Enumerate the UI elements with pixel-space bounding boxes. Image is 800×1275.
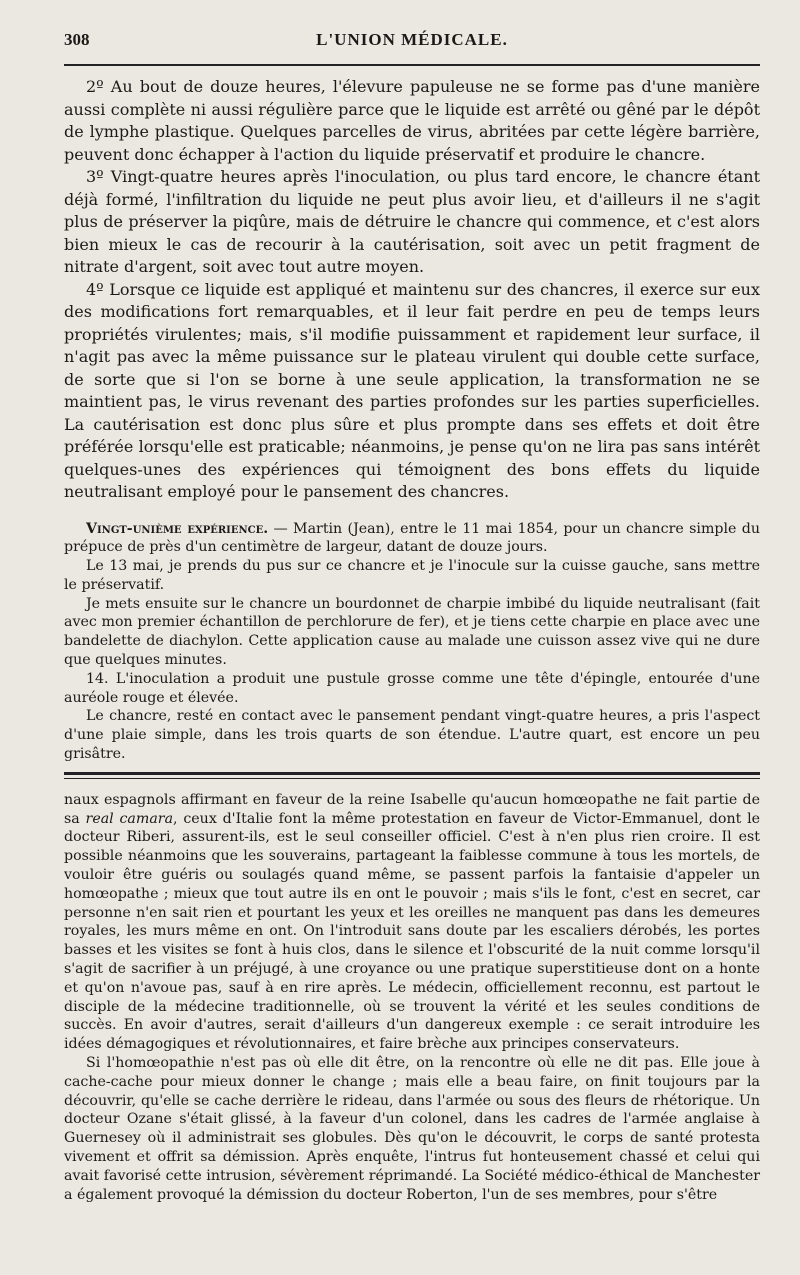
paragraph (64, 791, 760, 1054)
header-rule (64, 64, 760, 66)
paragraph: Le chancre, resté en contact avec le pansement pendant vingt-quatre heures, a pris l'aspect d'une plaie simple, dans les trois quarts de son étendue. L'autre quart, est encore un peu grisâtre. (64, 708, 760, 763)
paragraph: Je mets ensuite sur le chancre un bourdonnet de charpie imbibé du liquide neutralisant (fait avec mon premier échantillon de perchlorure de fer), et je tiens cette charpie en place avec une bandelette de diachylon. Cette application cause au malade une cuisson assez vive qui ne dure que quelques minutes. (64, 595, 760, 669)
paragraph: 3º Vingt-quatre heures après l'inoculation, ou plus tard encore, le chancre étant déjà formé, l'infiltration du liquide ne peut plus avoir lieu, et d'ailleurs il ne s'agit plus de préserver la piqûre, mais de détruire le chancre qui commence, et c'est alors bien mieux le cas de recourir à la cautérisation, soit avec un petit fragment de nitrate d'argent, soit avec tout autre moyen. (64, 167, 760, 276)
main-text (64, 76, 760, 504)
experience-intro-text: — Martin (Jean), entre le 11 mai 1854, pour un chancre simple du prépuce de près d'un centimètre de largeur, datant de douze jours. (64, 520, 760, 556)
page-header (64, 30, 760, 56)
experience-intro (64, 520, 760, 558)
running-title: L'UNION MÉDICALE. (316, 30, 508, 49)
paragraph: 4º Lorsque ce liquide est appliqué et maintenu sur des chancres, il exerce sur eux des modifications fort remarquables, et il leur fait perdre en peu de temps leurs propriétés virulentes; mais, s'il modifie puissamment et rapidement leur surface, il n'agit pas avec la même puissance sur le plateau virulent qui double cette surface, de sorte que si l'on se borne à une seule application, la transformation ne se maintient pas, le virus revenant des parties profondes sur les parties superficielles. La cautérisation est donc plus sûre et plus prompte dans ses effets et doit être préférée lorsqu'elle est praticable; néanmoins, je pense qu'on ne lira pas sans intérêt quelques-unes des expériences qui témoignent des bons effets du liquide neutralisant employé pour le pansement des chancres. (64, 279, 760, 501)
feuilleton-divider (64, 772, 760, 779)
feuilleton (64, 791, 760, 1205)
experience-section (64, 520, 760, 764)
text-run: naux espagnols affirmant en faveur de la reine Isabelle qu'aucun homœopathe ne fait partie de sa (64, 791, 760, 827)
page-number: 308 (64, 30, 90, 49)
paragraph: Le 13 mai, je prends du pus sur ce chancre et je l'inocule sur la cuisse gauche, sans mettre le préservatif. (64, 558, 760, 593)
italic-term: real camara (85, 810, 174, 827)
text-run: , ceux d'Italie font la même protestation en faveur de Victor-Emmanuel, dont le docteur Riberi, assurent-ils, est le seul conseiller officiel. C'est à n'en plus rien croire. Il est possible néanmoins que les souverains, partageant la faiblesse commune à tous les mortels, de vouloir être guéris ou soulagés quand même, se passent parfois la fantaisie d'appeler un homœopathe ; mieux que tout autre ils en ont le pouvoir ; mais s'ils le font, c'est en secret, car personne n'en sait rien et pourtant les yeux et les oreilles ne manquent pas dans les demeures royales, les murs même en ont. On l'introduit sans doute par les escaliers dérobés, les portes basses et les visites se font à huis clos, dans le silence et l'obscurité de la nuit comme lorsqu'il s'agit de sacrifier à un préjugé, à une croyance ou une pratique superstitieuse dont on a honte et qu'on n'avoue pas, sauf à en rire après. Le médecin, officiellement reconnu, est partout le disciple de la médecine traditionnelle, où se trouvent la vérité et les seules conditions de succès. En avoir d'autres, serait d'ailleurs d'un dangereux exemple : ce serait introduire les idées démagogiques et révolutionnaires, et faire brèche aux principes conservateurs. (64, 810, 760, 1053)
paragraph: 2º Au bout de douze heures, l'élevure papuleuse ne se forme pas d'une manière aussi complète ni aussi régulière parce que le liquide est arrêté ou gêné par le dépôt de lymphe plastique. Quelques parcelles de virus, abritées par cette légère barrière, peuvent donc échapper à l'action du liquide préservatif et produire le chancre. (64, 77, 760, 164)
experience-title: Vingt-unième expérience. (86, 520, 269, 537)
paragraph: 14. L'inoculation a produit une pustule grosse comme une tête d'épingle, entourée d'une auréole rouge et élevée. (64, 670, 760, 706)
paragraph: Si l'homœopathie n'est pas où elle dit être, on la rencontre où elle ne dit pas. Elle joue à cache-cache pour mieux donner le change ; mais elle a beau faire, on finit toujours par la découvrir, qu'elle se cache derrière le rideau, dans l'armée ou sous des fleurs de rhétorique. Un docteur Ozane s'était glissé, à la faveur d'un colonel, dans les cadres de l'armée anglaise à Guernesey où il administrait ses globules. Dès qu'on le découvrit, le corps de santé protesta vivement et offrit sa démission. Après enquête, l'intrus fut honteusement chassé et celui qui avait favorisé cette intrusion, sévèrement réprimandé. La Société médico-éthical de Manchester a également provoqué la démission du docteur Roberton, l'un de ses membres, pour s'être (64, 1055, 760, 1203)
